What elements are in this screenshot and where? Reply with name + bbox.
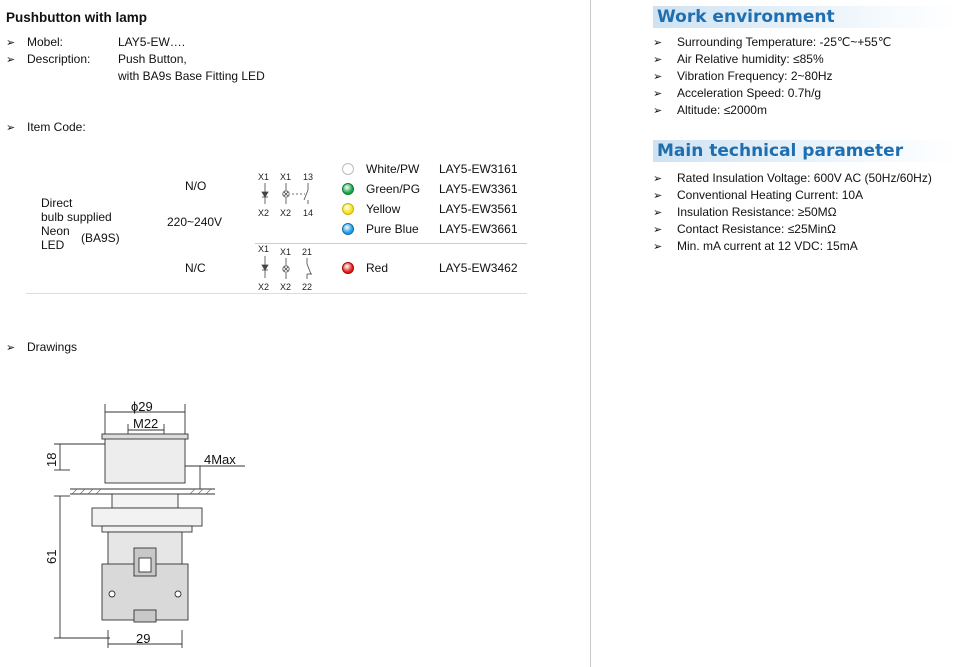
sym-x2b: X2 <box>280 282 292 292</box>
sym-x1: X1 <box>258 172 270 182</box>
bullet-arrow: ➢ <box>653 71 663 83</box>
bullet-arrow: ➢ <box>653 37 663 49</box>
work-item: Altitude: ≤2000m <box>677 103 767 117</box>
table-bulb: bulb supplied <box>41 210 112 224</box>
sym-13: 13 <box>303 172 314 182</box>
color-label: Pure Blue <box>366 222 419 236</box>
param-item: Contact Resistance: ≤25MinΩ <box>677 222 836 236</box>
sym-x1b: X1 <box>280 172 292 182</box>
drawings-label: Drawings <box>27 340 78 354</box>
bullet-arrow: ➢ <box>653 224 663 236</box>
column-divider <box>590 0 591 667</box>
table-direct: Direct <box>41 196 73 210</box>
color-label: Green/PG <box>366 182 421 196</box>
table-bottom-rule <box>26 293 527 294</box>
description-label: Description: <box>27 52 91 66</box>
sym-x2b: X2 <box>280 208 292 218</box>
bullet-arrow: ➢ <box>653 54 663 66</box>
list-item <box>653 103 767 117</box>
item-code: LAY5-EW3561 <box>439 202 518 216</box>
list-item <box>653 205 837 219</box>
table-voltage: 220~240V <box>167 215 223 229</box>
bullet-arrow: ➢ <box>653 241 663 253</box>
bullet-arrow: ➢ <box>6 342 16 354</box>
param-item: Conventional Heating Current: 10A <box>677 188 864 202</box>
bullet-arrow: ➢ <box>6 54 16 66</box>
item-code: LAY5-EW3161 <box>439 162 518 176</box>
item-code-label: Item Code: <box>27 120 86 134</box>
param-item: Rated Insulation Voltage: 600V AC (50Hz/60Hz) <box>677 171 932 185</box>
dim-29: 29 <box>136 631 151 646</box>
sym-14: 14 <box>303 208 314 218</box>
description-line1: Push Button, <box>118 52 187 66</box>
sym-22: 22 <box>302 282 313 292</box>
color-dot-blue <box>342 223 354 235</box>
table-divider <box>255 243 527 244</box>
bullet-arrow: ➢ <box>6 37 16 49</box>
bullet-arrow: ➢ <box>653 207 663 219</box>
list-item <box>653 35 891 49</box>
table-ba9s: (BA9S) <box>81 231 120 245</box>
model-value: LAY5-EW…. <box>118 35 186 49</box>
work-item: Air Relative humidity: ≤85% <box>677 52 824 66</box>
table-led: LED <box>41 238 65 252</box>
table-neon: Neon <box>41 224 70 238</box>
bullet-arrow: ➢ <box>653 88 663 100</box>
list-item <box>653 222 836 236</box>
dim-m22: M22 <box>133 416 159 431</box>
list-item <box>653 86 821 100</box>
nc-contact-symbol <box>255 242 325 294</box>
bullet-arrow: ➢ <box>653 190 663 202</box>
list-item <box>653 69 833 83</box>
dim-phi29: ϕ29 <box>131 399 153 414</box>
dim-61: 61 <box>44 549 59 564</box>
sym-x2: X2 <box>258 208 270 218</box>
table-nc: N/C <box>185 261 206 275</box>
sym-21: 21 <box>302 247 313 257</box>
dim-4max: 4Max <box>204 452 236 467</box>
main-parameter-heading: Main technical parameter <box>653 140 958 162</box>
work-item: Surrounding Temperature: -25℃~+55℃ <box>677 35 892 49</box>
list-item <box>653 171 932 185</box>
color-dot-yellow <box>342 203 354 215</box>
sym-x2: X2 <box>258 282 270 292</box>
model-label: Mobel: <box>27 35 64 49</box>
item-code: LAY5-EW3661 <box>439 222 518 236</box>
bullet-arrow: ➢ <box>653 173 663 185</box>
work-item: Acceleration Speed: 0.7h/g <box>677 86 822 100</box>
bullet-arrow: ➢ <box>6 122 16 134</box>
param-item: Min. mA current at 12 VDC: 15mA <box>677 239 858 253</box>
color-dot-red <box>342 262 354 274</box>
list-item <box>653 52 824 66</box>
list-item <box>653 188 863 202</box>
page-title: Pushbutton with lamp <box>6 10 147 25</box>
item-code: LAY5-EW3462 <box>439 261 518 275</box>
item-code: LAY5-EW3361 <box>439 182 518 196</box>
description-line2: with BA9s Base Fitting LED <box>118 69 265 83</box>
pushbutton-drawing <box>40 398 260 658</box>
sym-x1b: X1 <box>280 247 292 257</box>
param-item: Insulation Resistance: ≥50MΩ <box>677 205 837 219</box>
color-dot-white <box>342 163 354 175</box>
table-no: N/O <box>185 179 207 193</box>
color-dot-green <box>342 183 354 195</box>
dim-18: 18 <box>44 452 59 467</box>
work-environment-heading: Work environment <box>653 6 958 28</box>
no-contact-symbol <box>255 168 325 220</box>
color-label: White/PW <box>366 162 420 176</box>
list-item <box>653 239 858 253</box>
work-item: Vibration Frequency: 2~80Hz <box>677 69 833 83</box>
sym-x1: X1 <box>258 244 270 254</box>
color-label: Red <box>366 261 389 275</box>
bullet-arrow: ➢ <box>653 105 663 117</box>
color-label: Yellow <box>366 202 401 216</box>
